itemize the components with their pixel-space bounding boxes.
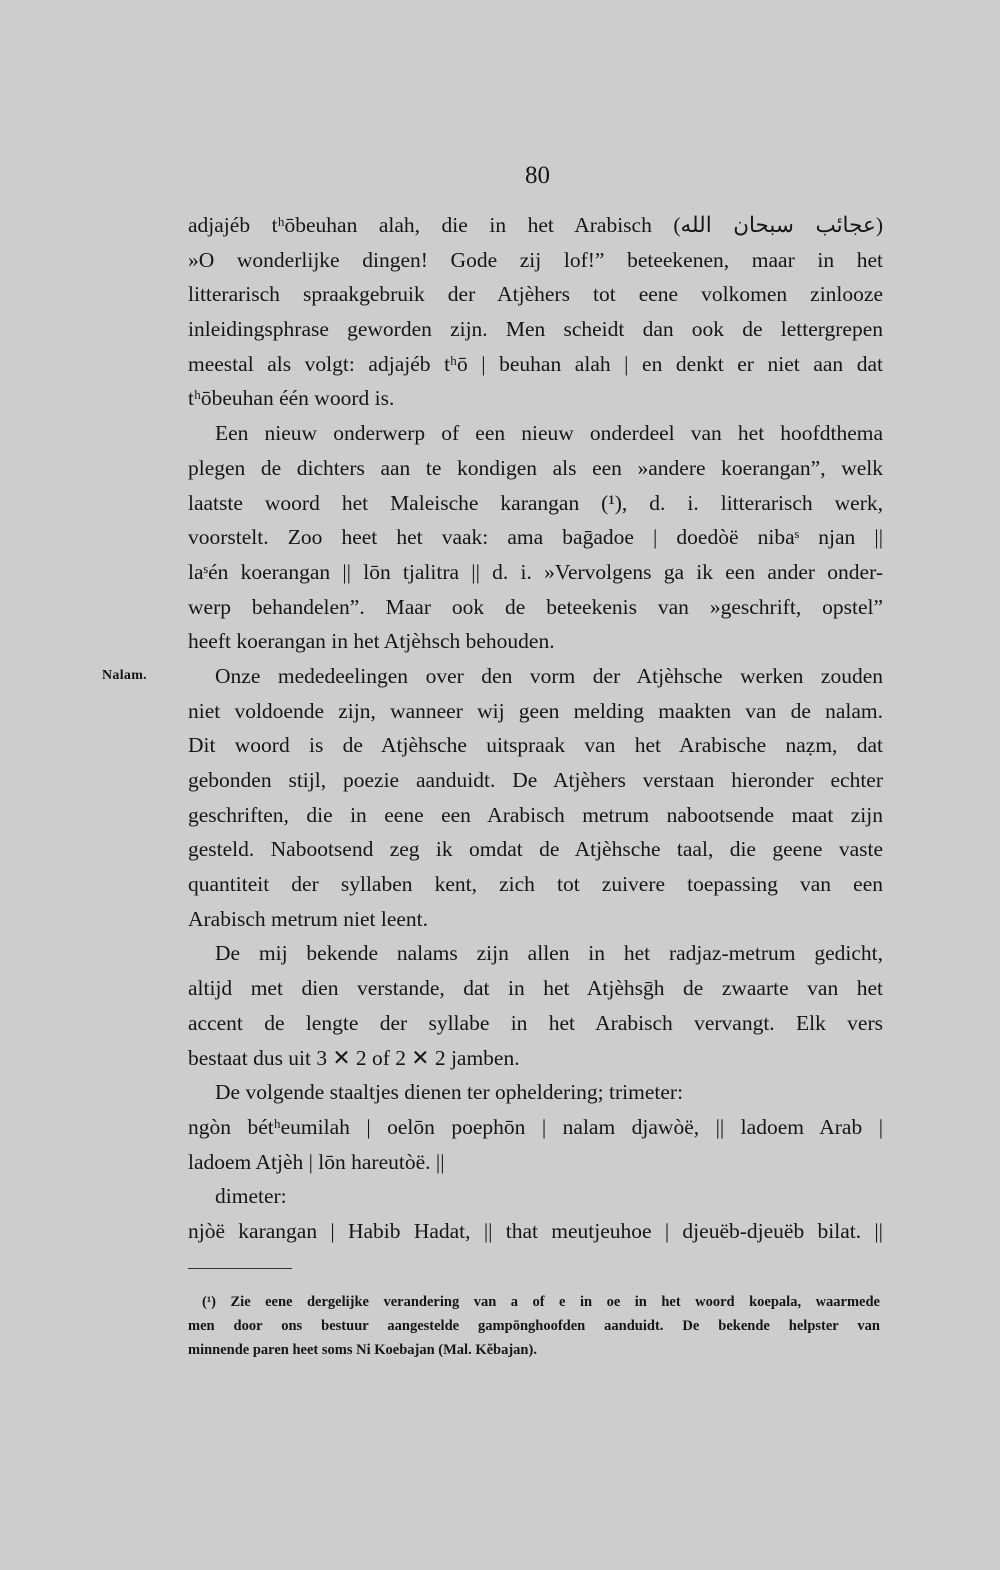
verse-line xyxy=(188,1110,883,1145)
line-text: voorstelt. Zoo heet het vaak: ama baḡadoe | doedòë nibaˢ njan || xyxy=(188,525,883,550)
text-line xyxy=(188,694,883,729)
text-line xyxy=(188,763,883,798)
text-line xyxy=(188,867,883,902)
line-text: quantiteit der syllaben kent, zich tot zuivere toepassing van een xyxy=(188,872,883,897)
line-text: heeft koerangan in het Atjèhsch behouden. xyxy=(188,629,555,654)
footnote-text: minnende paren heet soms Ni Koebajan (Mal. Kĕbajan). xyxy=(188,1342,537,1358)
text-line xyxy=(188,1006,883,1041)
footnotes xyxy=(188,1290,880,1362)
footnote-text: men door ons bestuur aangestelde gampōnghoofden aanduidt. De bekende helpster van xyxy=(188,1318,880,1334)
text-line xyxy=(188,277,883,312)
verse-line xyxy=(188,1214,883,1249)
line-text: De mij bekende nalams zijn allen in het radjaz-metrum gedicht, xyxy=(215,941,883,966)
line-text: bestaat dus uit 3 ✕ 2 of 2 ✕ 2 jamben. xyxy=(188,1045,520,1070)
verse-line xyxy=(188,1145,883,1180)
line-text: gebonden stijl, poezie aanduidt. De Atjèhers verstaan hieronder echter xyxy=(188,768,883,792)
line-text: Onze mededeelingen over den vorm der Atjèhsche werken zouden xyxy=(215,663,883,688)
footnote-line xyxy=(188,1314,880,1338)
footnote-divider xyxy=(188,1268,292,1269)
line-text: geschriften, die in eene een Arabisch metrum nabootsende maat zijn xyxy=(188,802,883,827)
line-text: litterarisch spraakgebruik der Atjèhers tot eene volkomen zinlooze xyxy=(188,282,883,307)
page-number: 80 xyxy=(525,162,550,189)
line-text: ladoem Atjèh | lōn hareutòë. || xyxy=(188,1149,445,1174)
line-text: niet voldoende zijn, wanneer wij geen melding maakten van de nalam. xyxy=(188,698,883,723)
line-text: plegen de dichters aan te kondigen als een »andere koerangan”, welk xyxy=(188,455,883,480)
text-line xyxy=(188,832,883,867)
line-text: inleidingsphrase geworden zijn. Men scheidt dan ook de lettergrepen xyxy=(188,317,883,342)
line-text: adjajéb tʰōbeuhan alah, die in het Arabisch (عجائب سبحان الله) xyxy=(188,213,883,237)
text-line xyxy=(188,1041,883,1076)
text-line xyxy=(188,971,883,1006)
line-text: meestal als volgt: adjajéb tʰō | beuhan alah | en denkt er niet aan dat xyxy=(188,351,883,376)
line-text: accent de lengte der syllabe in het Arabisch vervangt. Elk vers xyxy=(188,1010,883,1035)
text-line xyxy=(188,1075,883,1110)
line-text: Dit woord is de Atjèhsche uitspraak van het Arabische naẓm, dat xyxy=(188,733,883,758)
text-line xyxy=(188,728,883,763)
line-text: njòë karangan | Habib Hadat, || that meutjeuhoe | djeuëb-djeuëb bilat. || xyxy=(188,1218,883,1243)
line-text: laˢén koerangan || lōn tjalitra || d. i. »Vervolgens ga ik een ander onder- xyxy=(188,559,883,584)
text-line xyxy=(188,520,883,555)
line-text: laatste woord het Maleische karangan (¹), d. i. litterarisch werk, xyxy=(188,490,883,515)
line-text: Een nieuw onderwerp of een nieuw onderdeel van het hoofdthema xyxy=(215,421,883,446)
line-text: ngòn bétʰeumilah | oelōn poephōn | nalam djawòë, || ladoem Arab | xyxy=(188,1114,883,1139)
line-text: Arabisch metrum niet leent. xyxy=(188,906,429,931)
line-text: altijd met dien verstande, dat in het Atjèhsḡh de zwaarte van het xyxy=(188,976,883,1001)
text-line xyxy=(188,1179,883,1214)
body-text xyxy=(102,208,883,1249)
text-line xyxy=(188,312,883,347)
line-text: dimeter: xyxy=(215,1184,287,1209)
text-line xyxy=(188,486,883,521)
text-line xyxy=(188,555,883,590)
text-line xyxy=(188,451,883,486)
line-text: tʰōbeuhan één woord is. xyxy=(188,386,395,411)
text-line xyxy=(188,624,883,659)
text-line xyxy=(188,347,883,382)
margin-note: Nalam. xyxy=(102,667,147,683)
text-line xyxy=(188,590,883,625)
text-line xyxy=(188,208,883,243)
footnote-line xyxy=(188,1338,880,1362)
text-line xyxy=(102,659,883,694)
text-line xyxy=(188,936,883,971)
footnote-line xyxy=(188,1290,880,1314)
footnote-text: (¹) Zie eene dergelijke verandering van a of e in oe in het woord koepala, waarmede xyxy=(202,1294,880,1310)
text-line xyxy=(188,798,883,833)
text-line xyxy=(188,243,883,278)
text-line xyxy=(188,416,883,451)
line-text: »O wonderlijke dingen! Gode zij lof!” beteekenen, maar in het xyxy=(188,247,883,272)
line-text: gesteld. Nabootsend zeg ik omdat de Atjèhsche taal, die geene vaste xyxy=(188,837,883,862)
line-text: De volgende staaltjes dienen ter opheldering; trimeter: xyxy=(215,1080,684,1105)
text-line xyxy=(188,381,883,416)
text-line xyxy=(188,902,883,937)
line-text: werp behandelen”. Maar ook de beteekenis van »geschrift, opstel” xyxy=(188,594,883,619)
